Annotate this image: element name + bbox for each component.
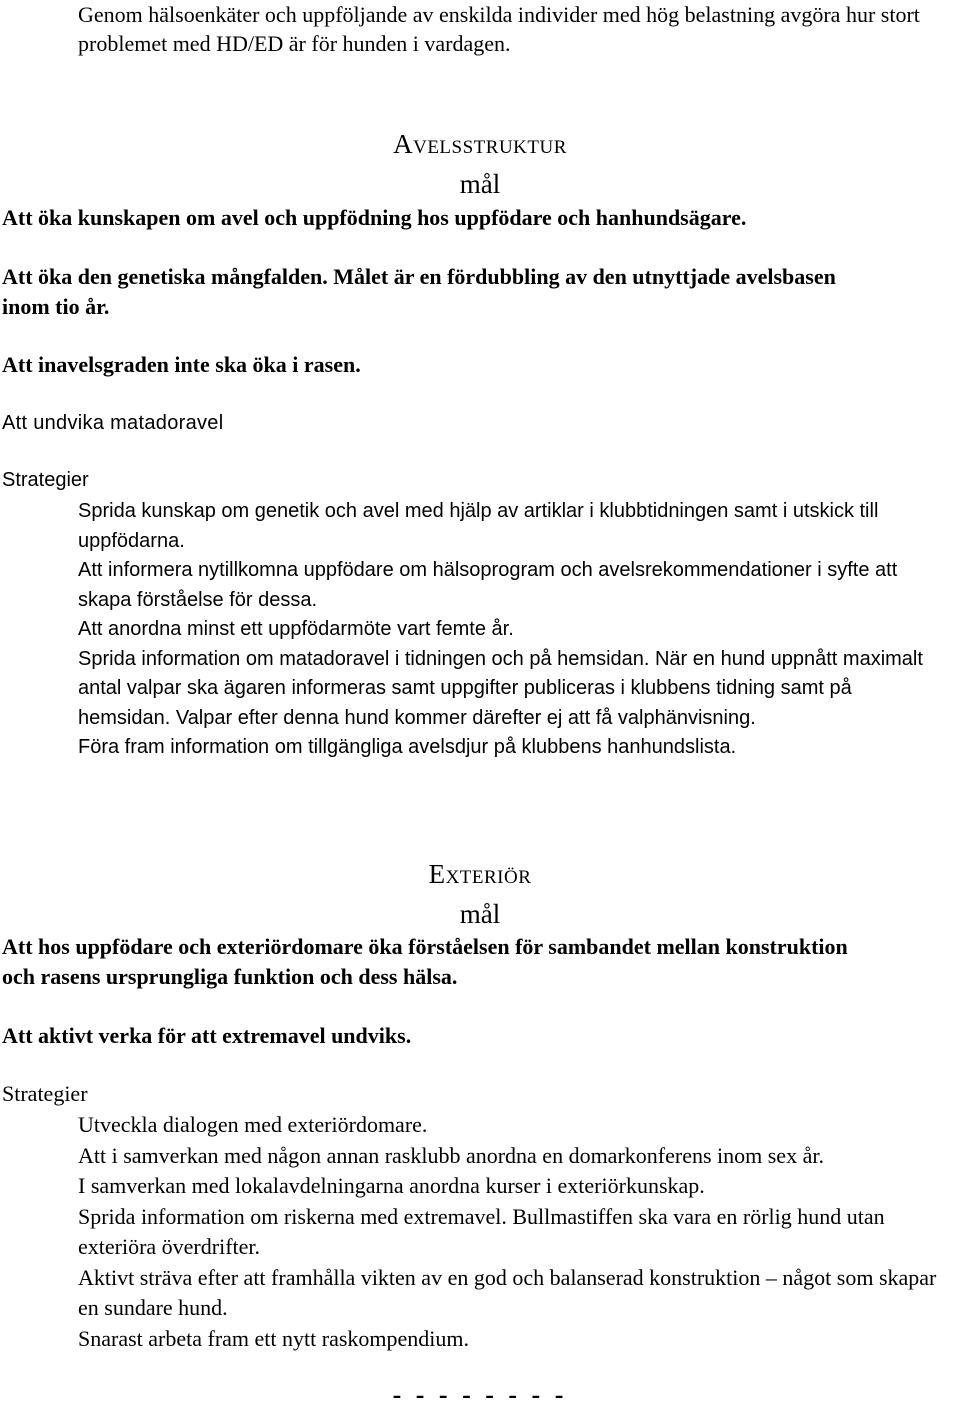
strategy-item: Sprida kunskap om genetik och avel med hjälp av artiklar i klubbtidningen samt i utskick till uppfödarna. [78,500,879,552]
strategy-item: Föra fram information om tillgängliga avelsdjur på klubbens hanhundslista. [78,736,737,758]
section-title-avelsstruktur: Avelsstruktur [393,129,567,159]
strategy-item: Att anordna minst ett uppfödarmöte vart femte år. [78,618,514,640]
goal-item: Att aktivt verka för att extremavel undviks. [2,1023,412,1048]
goal-item: Att undvika matadoravel [2,412,224,434]
intro-paragraph: Genom hälsoenkäter och uppföljande av enskilda individer med hög belastning avgöra hur stort problemet med HD/ED är för hunden i vardagen. [78,2,920,56]
strategy-item: Att i samverkan med någon annan rasklubb anordna en domarkonferens inom sex år. [78,1142,824,1168]
strategy-item: Att informera nytillkomna uppfödare om hälsoprogram och avelsrekommendationer i syfte att skapa förståelse för dessa. [78,559,898,611]
goal-item: Att hos uppfödare och exteriördomare öka förståelsen för sambandet mellan konstruktion och rasens ursprungliga funktion och dess hälsa. [2,934,848,989]
strategy-item: Aktivt sträva efter att framhålla vikten av en god och balanserad konstruktion – något som skapar en sundare hund. [78,1264,937,1320]
section-title-exterior: Exteriör [428,859,532,889]
strategy-item: Snarast arbeta fram ett nytt raskompendium. [78,1325,469,1351]
strategies-heading: Strategier [2,469,89,491]
strategies-list [78,497,948,763]
strategy-item: Sprida information om riskerna med extremavel. Bullmastiffen ska vara en rörlig hund utan exteriöra överdrifter. [78,1203,885,1259]
strategy-item: Utveckla dialogen med exteriördomare. [78,1112,428,1137]
strategy-item: I samverkan med lokalavdelningarna anordna kurser i exteriörkunskap. [78,1173,705,1198]
strategies-heading: Strategier [2,1081,88,1106]
section-subtitle-mal: mål [459,169,501,199]
goal-item: Att öka den genetiska mångfalden. Målet är en fördubbling av den utnyttjade avelsbasen inom tio år. [2,264,836,319]
strategies-list [78,1110,948,1354]
section-subtitle-mal: mål [459,899,501,929]
goal-item: Att inavelsgraden inte ska öka i rasen. [2,352,361,377]
strategy-item: Sprida information om matadoravel i tidningen och på hemsidan. När en hund uppnått maximalt antal valpar ska ägaren informeras samt uppgifter publiceras i klubbens tidning samt på hemsidan. Valpar efter denna hund kommer därefter ej att få valphänvisning. [78,647,923,729]
goal-item: Att öka kunskapen om avel och uppfödning hos uppfödare och hanhundsägare. [2,205,747,230]
end-separator: - - - - - - - - [392,1380,568,1409]
